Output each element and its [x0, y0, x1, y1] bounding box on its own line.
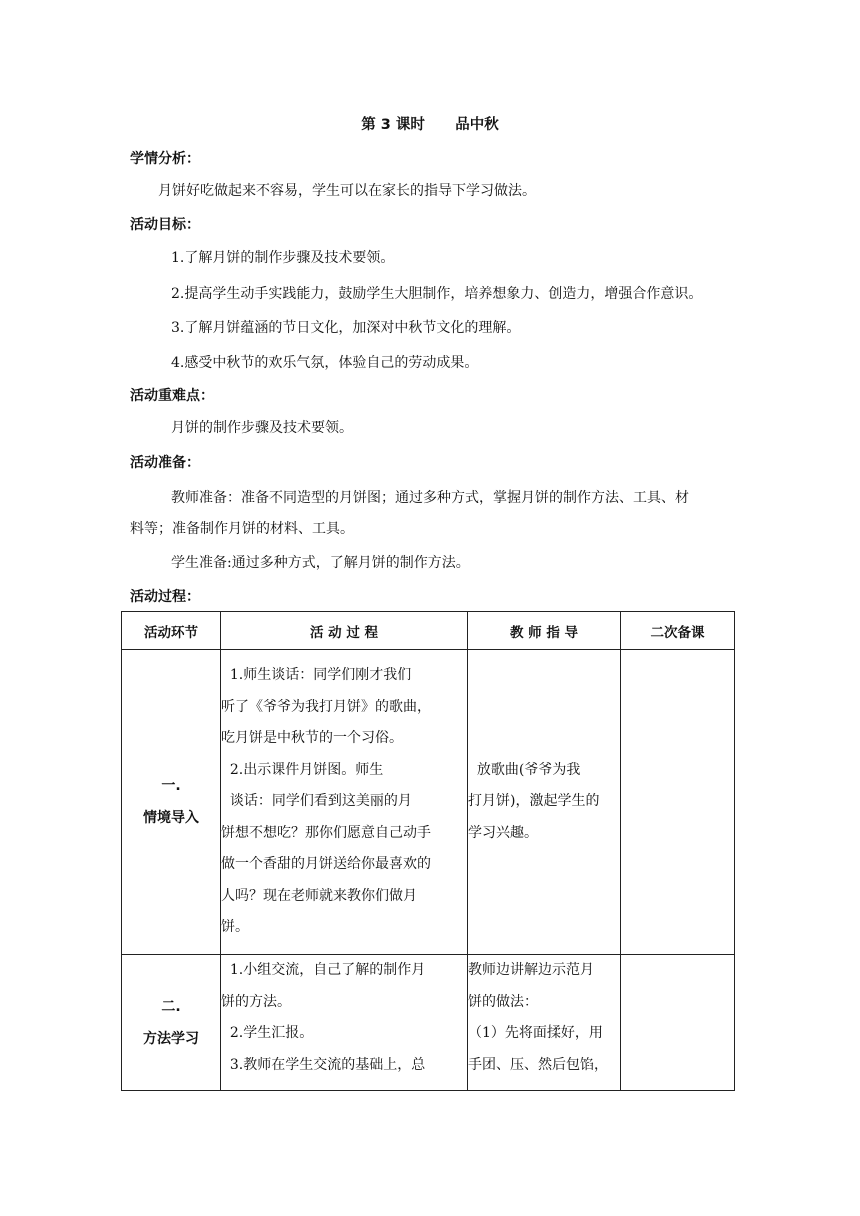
- activity-line: 人吗？现在老师就来教你们做月: [221, 887, 417, 904]
- process-table: [121, 611, 735, 1091]
- revision-cell: [621, 650, 735, 955]
- goal-item: 1.了解月饼的制作步骤及技术要领。: [171, 250, 395, 266]
- activity-line: 3.教师在学生交流的基础上，总: [221, 1056, 426, 1073]
- goal-item: 4.感受中秋节的欢乐气氛，体验自己的劳动成果。: [171, 355, 479, 371]
- activity-line: 吃月饼是中秋节的一个习俗。: [221, 730, 403, 747]
- table-row: [122, 955, 735, 1091]
- stage-number: 二.: [161, 998, 181, 1015]
- stage-cell: [122, 955, 221, 1091]
- guide-line: 教师边讲解边示范月: [468, 962, 594, 978]
- key-heading: 活动重难点：: [130, 388, 214, 404]
- lesson-title: 第 3 课时 品中秋: [361, 117, 499, 133]
- guide-line: 手团、压、然后包馅，: [468, 1056, 608, 1073]
- prep-teacher-line2: 料等；准备制作月饼的材料、工具。: [130, 521, 354, 537]
- prep-student: 学生准备:通过多种方式，了解月饼的制作方法。: [171, 555, 470, 571]
- guide-cell: [468, 955, 621, 1091]
- key-text: 月饼的制作步骤及技术要领。: [171, 420, 353, 436]
- stage-cell: [122, 650, 221, 955]
- guide-line: 饼的做法：: [468, 993, 538, 1010]
- activity-line: 2.学生汇报。: [221, 1025, 314, 1041]
- activity-line: 2.出示课件月饼图。师生: [221, 761, 384, 778]
- table-header-row: [122, 612, 735, 650]
- stage-number: 一.: [161, 778, 181, 794]
- stage-name: 情境导入: [143, 810, 199, 826]
- guide-line: 打月饼)，激起学生的: [468, 793, 600, 810]
- activity-line: 谈话：同学们看到这美丽的月: [221, 793, 412, 810]
- guide-cell: [468, 650, 621, 955]
- goal-item: 2.提高学生动手实践能力，鼓励学生大胆制作，培养想象力、创造力，增强合作意识。: [171, 286, 703, 302]
- goal-item: 3.了解月饼蕴涵的节日文化，加深对中秋节文化的理解。: [171, 320, 521, 336]
- header-stage: 活动环节: [122, 612, 221, 650]
- activity-cell: [221, 955, 468, 1091]
- header-activity: 活 动 过 程: [221, 612, 468, 650]
- process-heading: 活动过程：: [130, 589, 200, 605]
- table-row: [122, 650, 735, 955]
- guide-line: 学习兴趣。: [468, 824, 538, 841]
- prep-heading: 活动准备：: [130, 455, 200, 471]
- goals-heading: 活动目标：: [130, 217, 200, 233]
- header-revision: 二次备课: [621, 612, 735, 650]
- activity-line: 饼的方法。: [221, 993, 291, 1010]
- activity-line: 做一个香甜的月饼送给你最喜欢的: [221, 856, 431, 873]
- activity-line: 1.小组交流，自己了解的制作月: [221, 962, 426, 978]
- guide-line: （1）先将面揉好，用: [468, 1025, 603, 1041]
- activity-line: 饼。: [221, 919, 249, 936]
- activity-line: 1.师生谈话：同学们刚才我们: [221, 667, 412, 684]
- activity-cell: [221, 650, 468, 955]
- stage-name: 方法学习: [143, 1030, 199, 1047]
- activity-line: 听了《爷爷为我打月饼》的歌曲，: [221, 698, 431, 715]
- header-guide: 教 师 指 导: [468, 612, 621, 650]
- guide-line: 放歌曲(爷爷为我: [468, 761, 581, 778]
- prep-teacher-line1: 教师准备：准备不同造型的月饼图；通过多种方式，掌握月饼的制作方法、工具、材: [171, 490, 689, 506]
- analysis-text: 月饼好吃做起来不容易，学生可以在家长的指导下学习做法。: [158, 183, 536, 199]
- activity-line: 饼想不想吃？那你们愿意自己动手: [221, 824, 431, 841]
- analysis-heading: 学情分析：: [130, 151, 200, 167]
- revision-cell: [621, 955, 735, 1091]
